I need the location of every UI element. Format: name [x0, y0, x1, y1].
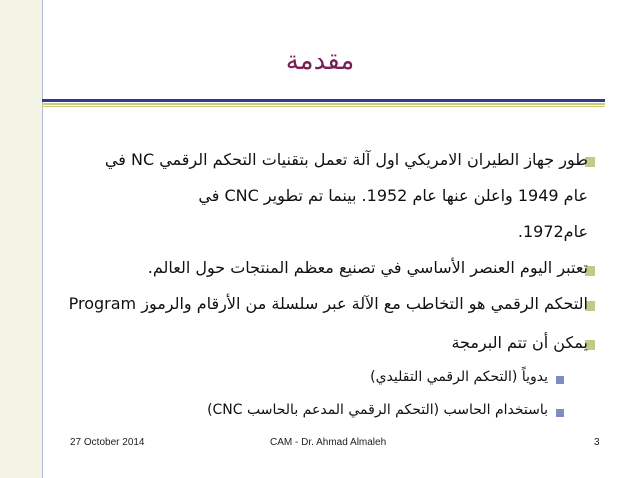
- bullet-text: التحكم الرقمي هو التخاطب مع الآلة عبر سلسلة من الأرقام والرموز Program: [68, 294, 588, 313]
- bullet-text: عام1972.: [517, 222, 588, 241]
- left-decorative-band: [0, 0, 42, 478]
- footer-author: CAM - Dr. Ahmad Almaleh: [270, 437, 387, 448]
- footer-date: 27 October 2014: [70, 437, 145, 448]
- sub-bullet-text: باستخدام الحاسب (التحكم الرقمي المدعم بالحاسب CNC): [207, 402, 548, 418]
- sub-bullet-square-icon: [556, 376, 564, 384]
- title-rule-accent: [42, 103, 605, 105]
- slide-title: مقدمة: [285, 46, 355, 76]
- bullet-text: طور جهاز الطيران الامريكي اول آلة تعمل بتقنيات التحكم الرقمي NC في: [104, 150, 588, 169]
- title-rule: [42, 99, 605, 102]
- bullet-text: عام 1949 واعلن عنها عام 1952. بينما تم تطوير CNC في: [198, 186, 588, 205]
- bullet-text: تعتبر اليوم العنصر الأساسي في تصنيع معظم المنتجات حول العالم.: [147, 258, 588, 277]
- title-rule-accent-2: [42, 106, 605, 107]
- bullet-text: يمكن أن تتم البرمجة: [451, 333, 588, 352]
- left-divider: [42, 0, 43, 478]
- sub-bullet-square-icon: [556, 409, 564, 417]
- footer-page-number: 3: [594, 437, 600, 448]
- sub-bullet-text: يدوياً (التحكم الرقمي التقليدي): [370, 369, 548, 385]
